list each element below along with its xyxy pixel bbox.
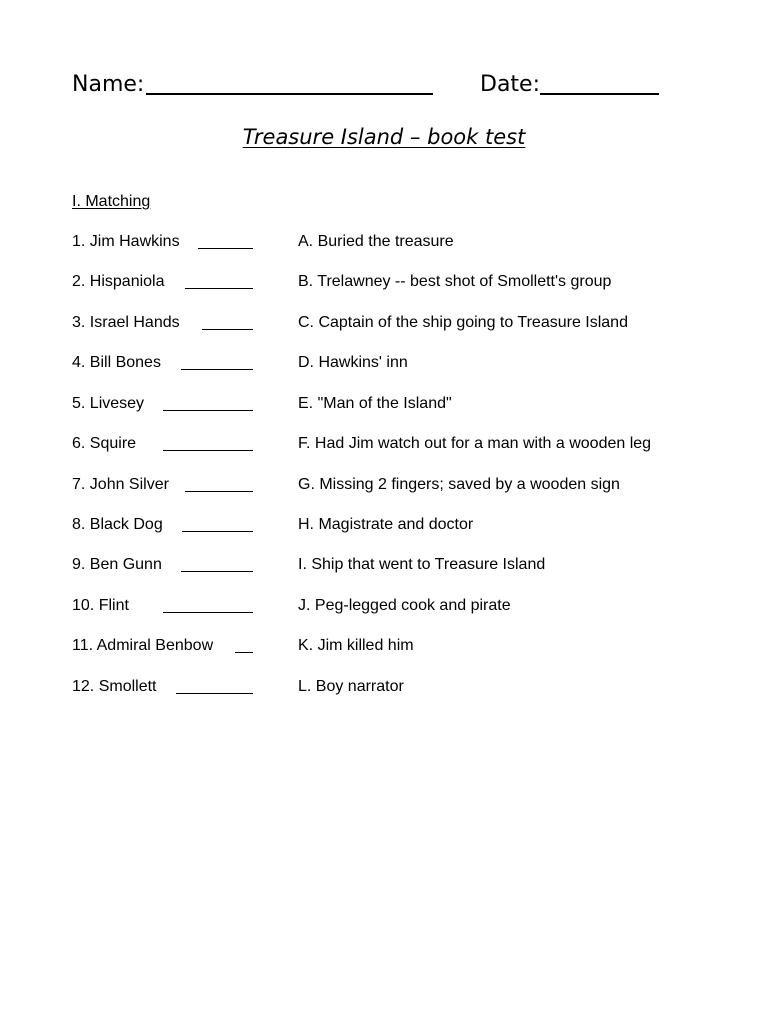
- matching-description: H. Magistrate and doctor: [298, 516, 474, 533]
- matching-row: [0, 353, 768, 375]
- matching-term: 6. Squire: [72, 435, 137, 452]
- matching-description: J. Peg-legged cook and pirate: [298, 597, 511, 614]
- matching-row: [0, 555, 768, 577]
- matching-row: [0, 434, 768, 456]
- name-label: Name:: [72, 72, 145, 97]
- matching-term: 7. John Silver: [72, 476, 169, 493]
- answer-blank[interactable]: [163, 612, 253, 613]
- name-blank-line[interactable]: [146, 93, 433, 95]
- matching-term: 9. Ben Gunn: [72, 556, 162, 573]
- matching-description: E. "Man of the Island": [298, 395, 452, 412]
- date-label: Date:: [480, 72, 540, 97]
- answer-blank[interactable]: [235, 652, 253, 653]
- matching-row: [0, 394, 768, 416]
- answer-blank[interactable]: [181, 571, 253, 572]
- answer-blank[interactable]: [198, 248, 253, 249]
- answer-blank[interactable]: [185, 491, 253, 492]
- matching-term: 1. Jim Hawkins: [72, 233, 180, 250]
- answer-blank[interactable]: [176, 693, 253, 694]
- matching-description: K. Jim killed him: [298, 637, 414, 654]
- matching-row: [0, 596, 768, 618]
- date-blank-line[interactable]: [540, 93, 659, 95]
- answer-blank[interactable]: [185, 288, 253, 289]
- answer-blank[interactable]: [202, 329, 253, 330]
- matching-row: [0, 232, 768, 254]
- answer-blank[interactable]: [182, 531, 253, 532]
- matching-description: C. Captain of the ship going to Treasure Island: [298, 314, 628, 331]
- matching-description: G. Missing 2 fingers; saved by a wooden sign: [298, 476, 620, 493]
- matching-term: 3. Israel Hands: [72, 314, 180, 331]
- page-title-text: Treasure Island – book test: [242, 125, 526, 149]
- matching-term: 10. Flint: [72, 597, 129, 614]
- matching-row: [0, 475, 768, 497]
- matching-description: F. Had Jim watch out for a man with a wooden leg: [298, 435, 652, 452]
- matching-description: B. Trelawney -- best shot of Smollett's group: [298, 273, 612, 290]
- matching-description: L. Boy narrator: [298, 678, 404, 695]
- matching-row: [0, 313, 768, 335]
- matching-term: 11. Admiral Benbow: [72, 637, 214, 654]
- matching-row: [0, 515, 768, 537]
- matching-term: 4. Bill Bones: [72, 354, 161, 371]
- matching-row: [0, 636, 768, 658]
- matching-description: D. Hawkins' inn: [298, 354, 408, 371]
- answer-blank[interactable]: [163, 450, 253, 451]
- matching-term: 5. Livesey: [72, 395, 145, 412]
- matching-row: [0, 272, 768, 294]
- answer-blank[interactable]: [163, 410, 253, 411]
- page-title: [0, 124, 768, 150]
- matching-description: I. Ship that went to Treasure Island: [298, 556, 546, 573]
- matching-term: 8. Black Dog: [72, 516, 163, 533]
- matching-term: 12. Smollett: [72, 678, 157, 695]
- matching-description: A. Buried the treasure: [298, 233, 454, 250]
- section-heading: I. Matching: [72, 193, 151, 210]
- matching-row: [0, 677, 768, 699]
- answer-blank[interactable]: [181, 369, 253, 370]
- matching-term: 2. Hispaniola: [72, 273, 165, 290]
